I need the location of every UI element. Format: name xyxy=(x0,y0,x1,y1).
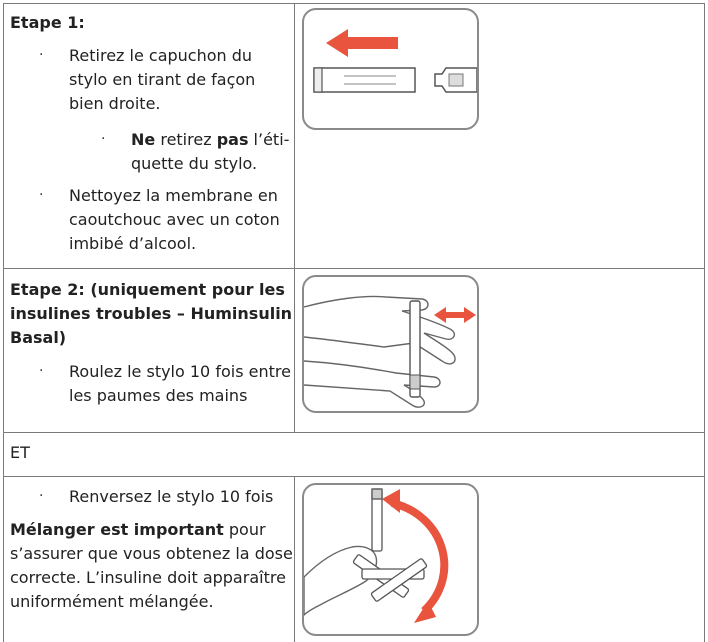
step-1-bullet-1-line-2: stylo en tirant de façon xyxy=(69,70,256,89)
step-1-bullet-1-line-3: bien droite. xyxy=(69,94,161,113)
sub-bullet: · xyxy=(101,131,106,147)
mixing-bold: Mélanger est important xyxy=(10,520,224,539)
step-1-bullet-1-line-1: Retirez le capuchon du xyxy=(69,46,253,65)
step-1-sub-bullet-line-2: quette du stylo. xyxy=(131,154,258,173)
et-label: ET xyxy=(10,443,30,462)
step-1-sub-bullet-line-1 xyxy=(131,128,289,152)
rolling-pen-hands-icon xyxy=(302,275,479,413)
mixing-paragraph-line-4: uniformément mélangée. xyxy=(10,592,214,611)
bullet: · xyxy=(39,47,44,63)
mixing-rest-0: pour xyxy=(223,520,266,539)
step-3-bullet-line-1: Renversez le stylo 10 fois xyxy=(69,487,274,506)
step-2-bullet-line-2: les paumes des mains xyxy=(69,386,248,405)
mixing-paragraph-line-2: s’assurer que vous obtenez la dose xyxy=(10,544,293,563)
bullet: · xyxy=(39,187,44,203)
step-2-bullet-line-1: Roulez le stylo 10 fois entre xyxy=(69,362,291,381)
sub-bullet-bold-ne: Ne xyxy=(131,130,156,149)
pen-cap-removal-icon xyxy=(302,8,479,130)
sub-bullet-bold-pas: pas xyxy=(216,130,249,149)
step-1-bullet-2-line-3: imbibé d’alcool. xyxy=(69,234,197,253)
mixing-paragraph-line-1 xyxy=(10,518,266,542)
bullet: · xyxy=(39,363,44,379)
bullet: · xyxy=(39,488,44,504)
sub-bullet-mid: retirez xyxy=(155,130,217,149)
step-1-bullet-2-line-2: caoutchouc avec un coton xyxy=(69,210,280,229)
sub-bullet-rest: l’éti- xyxy=(248,130,290,149)
mixing-paragraph-line-3: correcte. L’insuline doit apparaître xyxy=(10,568,286,587)
inverting-pen-icon xyxy=(302,483,479,636)
step-1-heading: Etape 1: xyxy=(10,13,85,32)
step-2-heading-line-3: Basal) xyxy=(10,328,67,347)
step-2-heading-line-2: insulines troubles – Huminsulin xyxy=(10,304,293,323)
step-2-heading-line-1: Etape 2: (uniquement pour les xyxy=(10,280,285,299)
step-1-bullet-2-line-1: Nettoyez la membrane en xyxy=(69,186,278,205)
